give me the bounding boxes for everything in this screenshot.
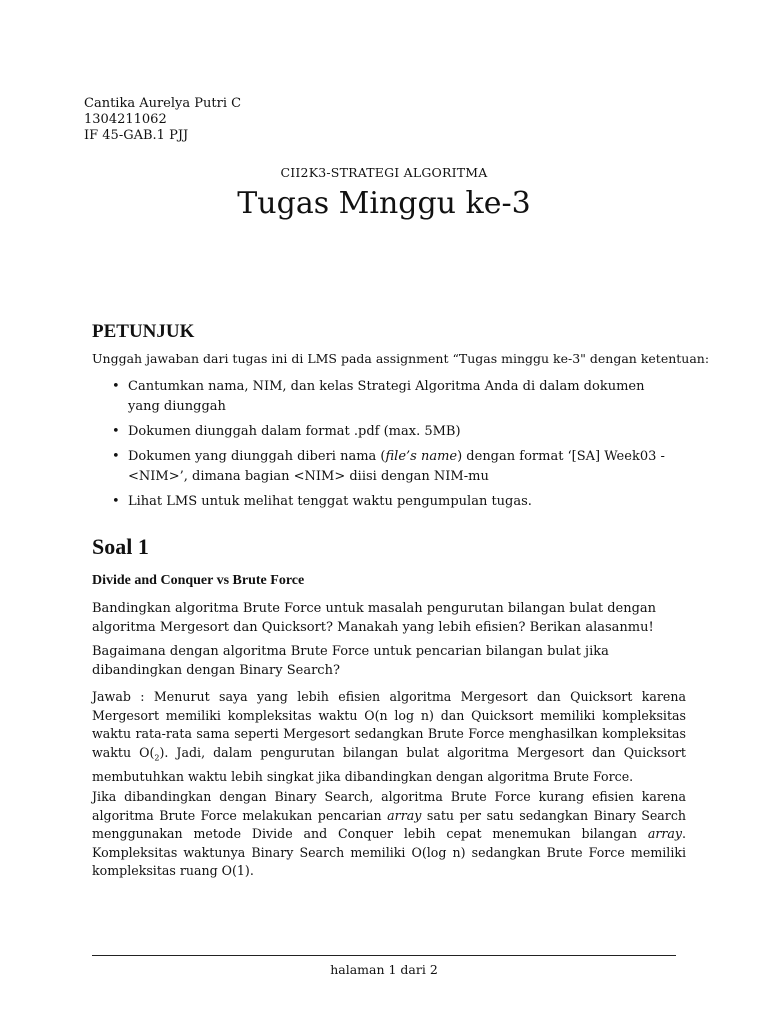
list-item: • Dokumen diunggah dalam format .pdf (max. 5MB): [110, 422, 680, 442]
student-info: [84, 96, 241, 144]
petunjuk-heading: PETUNJUK: [92, 321, 195, 342]
bullet-icon: •: [112, 379, 120, 394]
document-title: Tugas Minggu ke-3: [237, 186, 531, 221]
list-item: • Dokumen yang diunggah diberi nama (file’s name) dengan format ‘[SA] Week03 - <NIM>’, dimana bagian <NIM> diisi dengan NIM-mu: [112, 449, 665, 484]
student-class: IF 45-GAB.1 PJJ: [84, 128, 189, 143]
course-code: CII2K3-STRATEGI ALGORITMA: [280, 165, 488, 180]
bullet-icon: •: [112, 449, 120, 464]
soal-heading: Soal 1: [92, 534, 149, 559]
bullet-icon: •: [112, 494, 120, 509]
list-item: • Lihat LMS untuk melihat tenggat waktu pengumpulan tugas.: [110, 492, 680, 512]
question-2: Bagaimana dengan algoritma Brute Force untuk pencarian bilangan bulat jika dibandingkan dengan Binary Search?: [92, 644, 609, 678]
student-nim: 1304211062: [84, 112, 167, 127]
page-number: halaman 1 dari 2: [330, 962, 438, 977]
list-item: • Cantumkan nama, NIM, dan kelas Strategi Algoritma Anda di dalam dokumen yang diunggah: [112, 379, 645, 414]
bullet-icon: •: [112, 424, 120, 439]
student-name: Cantika Aurelya Putri C: [84, 96, 242, 111]
petunjuk-intro: Unggah jawaban dari tugas ini di LMS pada assignment “Tugas minggu ke-3" dengan ketentuan:: [92, 351, 710, 366]
petunjuk-list: [110, 377, 680, 517]
footer-divider: [92, 955, 676, 956]
answer-paragraph-2: Jika dibandingkan dengan Binary Search, algoritma Brute Force kurang efisien karena algoritma Brute Force melakukan pencarian array satu per satu sedangkan Binary Search menggunakan metode Divide and Conquer lebih cepat menemukan bilangan array. Kompleksitas waktunya Binary Search memiliki O(log n) sedangkan Brute Force memiliki kompleksitas ruang O(1).: [92, 789, 686, 878]
question-1: Bandingkan algoritma Brute Force untuk masalah pengurutan bilangan bulat dengan algoritma Mergesort dan Quicksort? Manakah yang lebih efisien? Berikan alasanmu!: [92, 601, 657, 635]
italic-term: file’s name: [385, 449, 458, 464]
answer-paragraph-1: Jawab : Menurut saya yang lebih efisien algoritma Mergesort dan Quicksort karena Mergesort memiliki kompleksitas waktu O(n log n) dan Quicksort memiliki kompleksitas waktu rata-rata sama seperti Mergesort sedangkan Brute Force menghasilkan kompleksitas waktu $O(_2)$. Jadi, dalam pengurutan bilangan bulat algoritma Mergesort dan Quicksort membutuhkan waktu lebih singkat jika dibandingkan dengan algoritma Brute Force.: [92, 689, 686, 784]
soal-subheading: Divide and Conquer vs Brute Force: [92, 573, 305, 588]
